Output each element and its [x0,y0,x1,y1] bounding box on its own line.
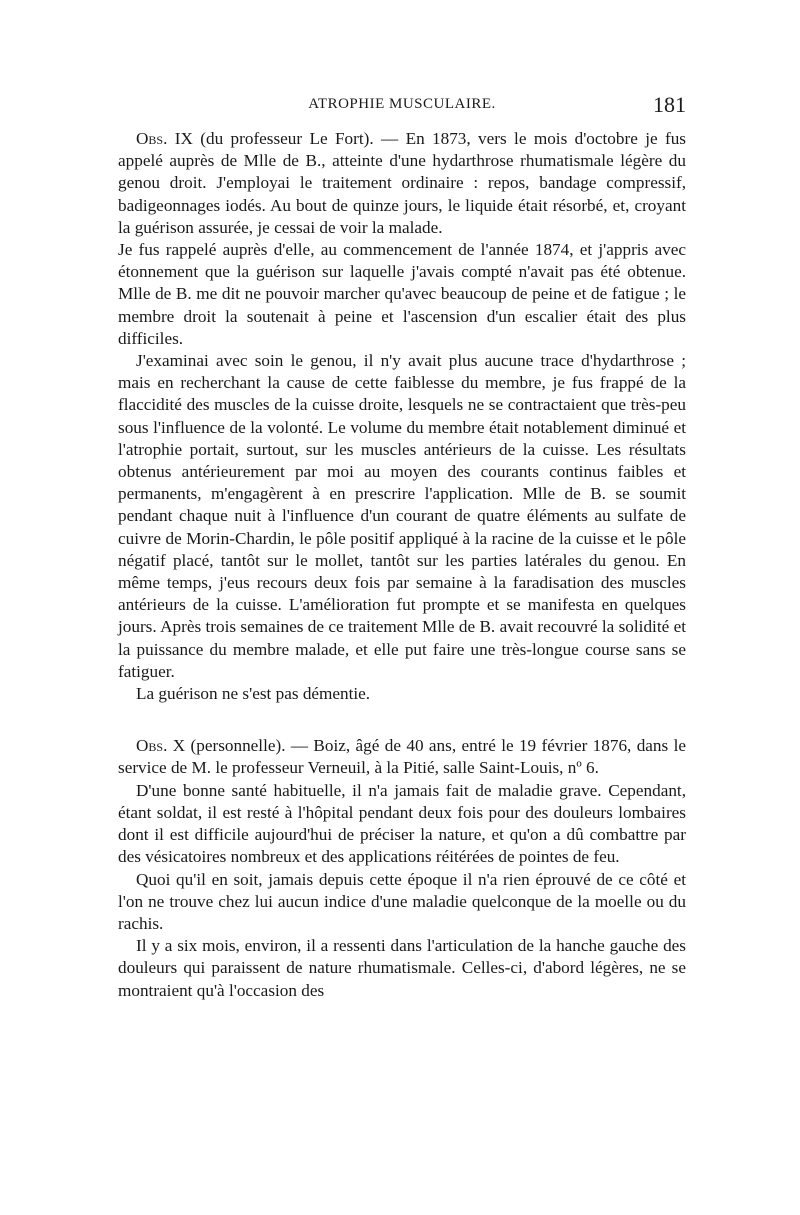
obs-9-intro-paragraph [118,128,686,239]
obs-10-intro-text: X (personnelle). — Boiz, âgé de 40 ans, entré le 19 février 1876, dans le service de M. le professeur Verneuil, à la Pitié, salle Saint-Louis, nº 6. [118,736,686,778]
body-text [118,128,686,1002]
obs-9-paragraph-4: La guérison ne s'est pas démentie. [136,684,371,704]
obs-10-intro-paragraph [118,735,686,779]
obs-9-intro-text: IX (du professeur Le Fort). — En 1873, vers le mois d'octobre je fus appelé auprès de Mlle de B., atteinte d'une hydarthrose rhumatismale légère du genou droit. J'employai le traitement ordinaire : repos, bandage compressif, badigeonnages iodés. Au bout de quinze jours, le liquide était résorbé, et, croyant la guérison assurée, je cessai de voir la malade. [118,129,686,237]
obs-9-paragraph-3: J'examinai avec soin le genou, il n'y avait plus aucune trace d'hydarthrose ; mais en recherchant la cause de cette faiblesse du membre, je fus frappé de la flaccidité des muscles de la cuisse droite, lesquels ne se contractaient que très-peu sous l'influence de la volonté. Le volume du membre était notablement diminué et l'atrophie portait, surtout, sur les muscles antérieurs de la cuisse. Les résultats obtenus antérieurement par moi au moyen des courants continus faibles et permanents, m'engagèrent à en prescrire l'application. Mlle de B. se soumit pendant chaque nuit à l'influence d'un courant de quatre éléments au sulfate de cuivre de Morin-Chardin, le pôle positif appliqué à la racine de la cuisse et le pôle négatif placé, tantôt sur le mollet, tantôt sur les parties latérales du genou. En même temps, j'eus recours deux fois par semaine à la faradisation des muscles antérieurs de la cuisse. L'amélioration fut prompte et se manifesta en quelques jours. Après trois semaines de ce traitement Mlle de B. avait recouvré la solidité et la puissance du membre malade, et elle put faire une très-longue course sans se fatiguer. [118,351,686,681]
obs-10-label: Obs. [136,736,168,756]
obs-10-paragraph-4: Il y a six mois, environ, il a ressenti dans l'articulation de la hanche gauche des douleurs qui paraissent de nature rhumatismale. Celles-ci, d'abord légères, ne se montraient qu'à l'occasion des [118,936,686,1000]
obs-9-paragraph-2: Je fus rappelé auprès d'elle, au commencement de l'année 1874, et j'appris avec étonnement que la guérison sur laquelle j'avais compté n'avait pas été obtenue. Mlle de B. me dit ne pouvoir marcher qu'avec beaucoup de peine et de fatigue ; le membre droit la soutenait à peine et l'ascension d'un escalier était des plus difficiles. [118,240,686,348]
running-title: ATROPHIE MUSCULAIRE. [308,96,496,112]
page-number: 181 [653,92,686,117]
running-head [118,92,686,122]
obs-10-paragraph-2: D'une bonne santé habituelle, il n'a jamais fait de maladie grave. Cependant, étant soldat, il est resté à l'hôpital pendant deux fois pour des douleurs lombaires dont il est difficile aujourd'hui de préciser la nature, et qu'on a dû combattre par des vésicatoires nombreux et des applications réitérées de pointes de feu. [118,780,686,867]
section-gap [118,705,686,735]
obs-9-label: Obs. [136,129,168,148]
obs-10-paragraph-3: Quoi qu'il en soit, jamais depuis cette époque il n'a rien éprouvé de ce côté et l'on ne trouve chez lui aucun indice d'une maladie quelconque de la moelle ou du rachis. [118,869,686,933]
